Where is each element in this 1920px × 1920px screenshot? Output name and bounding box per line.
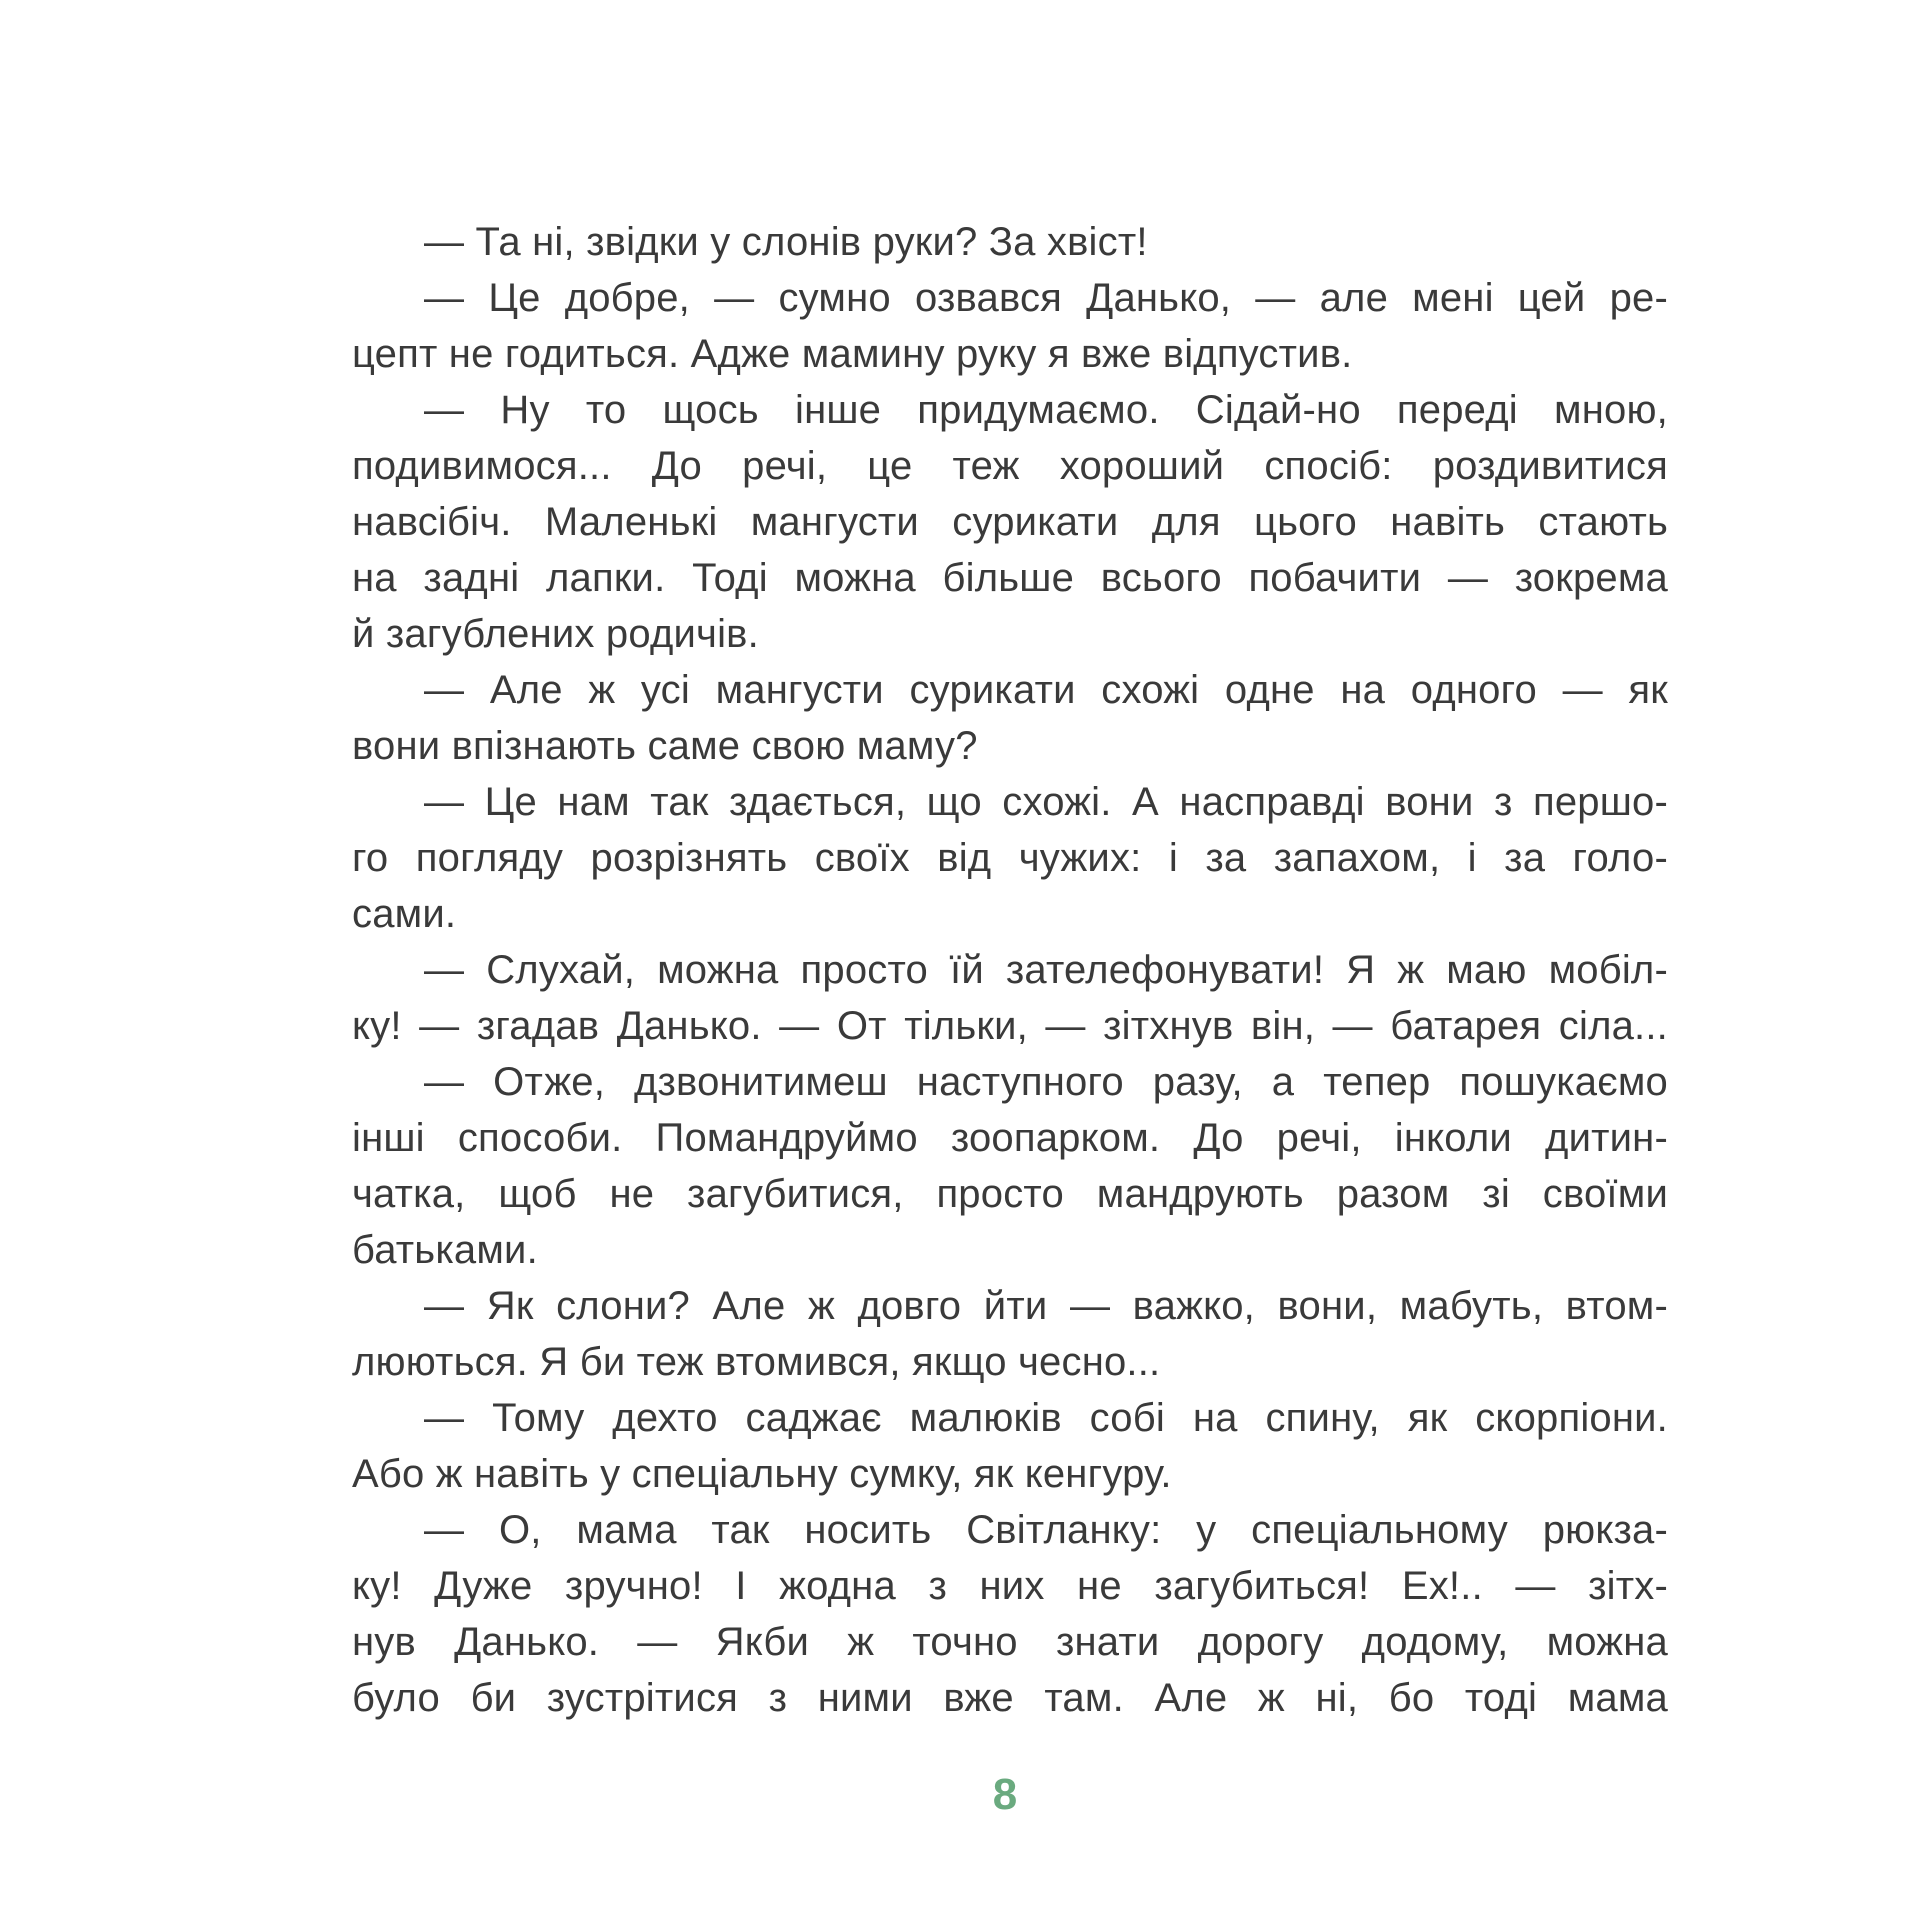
text-line: батьками. <box>352 1228 538 1272</box>
page-body-text <box>352 214 1668 1726</box>
text-line: Або ж навіть у спеціальну сумку, як кенгуру. <box>352 1452 1172 1496</box>
text-line: подивимося... До речі, це теж хороший спосіб: роздивитися <box>352 444 1668 488</box>
text-line: ку! Дуже зручно! І жодна з них не загубиться! Ех!.. — зітх- <box>352 1564 1668 1608</box>
text-line: вони впізнають саме свою маму? <box>352 724 978 768</box>
text-line: — Та ні, звідки у слонів руки? За хвіст! <box>424 220 1148 264</box>
text-line: го погляду розрізнять своїх від чужих: і за запахом, і за голо- <box>352 836 1668 880</box>
text-line: цепт не годиться. Адже мамину руку я вже відпустив. <box>352 332 1353 376</box>
text-line: люються. Я би теж втомився, якщо чесно... <box>352 1340 1161 1384</box>
text-line: нув Данько. — Якби ж точно знати дорогу додому, можна <box>352 1620 1668 1664</box>
text-line: — Тому дехто саджає малюків собі на спину, як скорпіони. <box>424 1396 1668 1440</box>
text-line: — Як слони? Але ж довго йти — важко, вони, мабуть, втом- <box>424 1284 1668 1328</box>
text-line: було би зустрітися з ними вже там. Але ж ні, бо тоді мама <box>352 1676 1668 1720</box>
text-line: сами. <box>352 892 457 936</box>
text-line: — Ну то щось інше придумаємо. Сідай-но переді мною, <box>424 388 1668 432</box>
text-line: інші способи. Помандруймо зоопарком. До речі, інколи дитин- <box>352 1116 1668 1160</box>
text-line: — Слухай, можна просто їй зателефонувати! Я ж маю мобіл- <box>424 948 1668 992</box>
text-line: — Це нам так здається, що схожі. А насправді вони з першо- <box>424 780 1668 824</box>
text-line: — Це добре, — сумно озвався Данько, — але мені цей ре- <box>424 276 1668 320</box>
text-line: — О, мама так носить Світланку: у спеціальному рюкза- <box>424 1508 1668 1552</box>
page-number: 8 <box>992 1770 1018 1819</box>
text-line: — Але ж усі мангусти сурикати схожі одне на одного — як <box>424 668 1668 712</box>
text-line: на задні лапки. Тоді можна більше всього побачити — зокрема <box>352 556 1668 600</box>
text-line: ку! — згадав Данько. — От тільки, — зітхнув він, — батарея сіла... <box>352 1004 1668 1048</box>
text-line: чатка, щоб не загубитися, просто мандрують разом зі своїми <box>352 1172 1668 1216</box>
text-line: навсібіч. Маленькі мангусти сурикати для цього навіть стають <box>352 500 1668 544</box>
text-line: й загублених родичів. <box>352 612 759 656</box>
text-line: — Отже, дзвонитимеш наступного разу, а тепер пошукаємо <box>424 1060 1668 1104</box>
